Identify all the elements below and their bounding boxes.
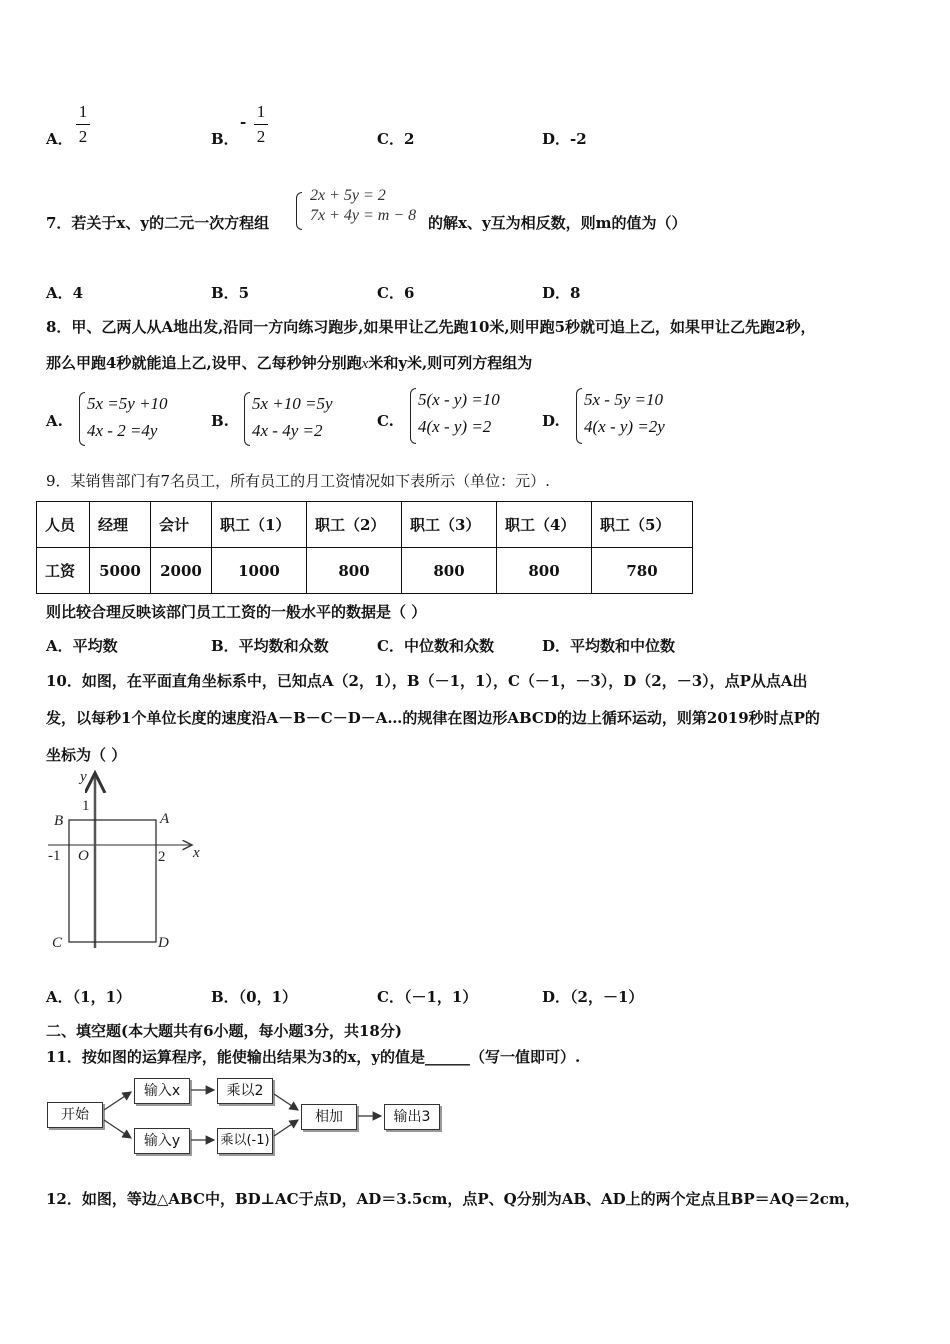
q12-stem: 12．如图，等边△ABC中，BD⊥AC于点D，AD＝3.5cm，点P、Q分别为AB、AD上的两个定点且BP＝AQ＝2cm，: [46, 1190, 860, 1208]
q9-option-b: B．平均数和众数: [211, 637, 329, 655]
flow-start: 开始: [47, 1102, 103, 1128]
q11-stem: 11．按如图的运算程序，能使输出结果为3的x，y的值是______（写一值即可）.: [46, 1048, 581, 1066]
flow-times-neg1: 乘以(-1): [217, 1128, 273, 1154]
numerator: 1: [78, 102, 88, 121]
header-cell: 职工（5）: [592, 502, 693, 548]
q8-c-brace: [410, 388, 416, 444]
x-axis-label: x: [193, 845, 200, 861]
origin-label: O: [78, 848, 89, 864]
q7-equation-system: [310, 186, 416, 226]
q8-line2-a: 那么甲跑4秒就能追上乙,设甲、乙每秒钟分别跑: [46, 354, 362, 372]
flow-input-y: 输入y: [134, 1128, 190, 1154]
arrow-start-to-input-x: [104, 1092, 131, 1110]
q8-option-b-system: [252, 390, 333, 444]
flow-times-2: 乘以2: [217, 1078, 273, 1104]
q9-question: 则比较合理反映该部门员工工资的一般水平的数据是（ ）: [46, 603, 427, 621]
q7-brace: [296, 192, 302, 230]
tick-label-1: 1: [82, 798, 90, 814]
q8-stem-line1: 8．甲、乙两人从A地出发,沿同一方向练习跑步,如果甲让乙先跑10米,则甲跑5秒就可追上乙，如果甲让乙先跑2秒，: [46, 318, 816, 336]
q9-option-c: C．中位数和众数: [377, 637, 494, 655]
q7-option-c: C．6: [377, 284, 415, 302]
point-b-label: B: [54, 813, 64, 829]
header-cell: 职工（2）: [307, 502, 402, 548]
q8-option-c-system: [418, 386, 500, 440]
q8-c-eq1: 5(x - y) =10: [418, 390, 500, 409]
q8-stem-line2: [46, 352, 532, 373]
rectangle-abcd: [69, 820, 156, 942]
tick-label-neg1: -1: [48, 848, 61, 864]
q10-option-d: D．（2，－1）: [542, 988, 644, 1006]
denominator: 2: [78, 127, 88, 146]
q8-c-eq2: 4(x - y) =2: [418, 417, 492, 436]
point-c-label: C: [52, 935, 63, 951]
q9-stem: 9．某销售部门有7名员工，所有员工的月工资情况如下表所示（单位：元）.: [46, 472, 550, 490]
q6-option-b-fraction: [254, 102, 268, 147]
row-cell: 800: [497, 548, 592, 594]
q8-a-eq1: 5x =5y +10: [87, 394, 168, 413]
q8-line2-b: 米和y米,则可列方程组为: [368, 354, 533, 372]
table-header-row: [37, 502, 693, 548]
q9-option-a: A．平均数: [46, 637, 118, 655]
flow-input-x: 输入x: [134, 1078, 190, 1104]
q7-eq1: 2x + 5y = 2: [310, 187, 386, 204]
q7-stem-prefix: 7．若关于x、y的二元一次方程组: [46, 214, 270, 232]
denominator: 2: [256, 127, 266, 146]
q8-a-eq2: 4x - 2 =4y: [87, 421, 158, 440]
q7-stem-suffix: 的解x、y互为相反数，则m的值为（）: [428, 214, 687, 232]
section-2-heading: 二、填空题(本大题共有6小题，每小题3分，共18分): [46, 1022, 402, 1040]
row-cell: 5000: [90, 548, 151, 594]
q7-option-b: B．5: [211, 284, 250, 302]
q8-b-eq2: 4x - 4y =2: [252, 421, 323, 440]
q8-option-a-label: A.: [46, 412, 63, 430]
q10-option-a: A．（1，1）: [46, 988, 132, 1006]
q9-option-d: D．平均数和中位数: [542, 637, 676, 655]
table-row: [37, 548, 693, 594]
y-axis-label: y: [80, 769, 87, 785]
flow-add: 相加: [301, 1104, 357, 1130]
row-cell: 800: [307, 548, 402, 594]
arrow-times2-to-add: [274, 1094, 298, 1110]
q8-d-eq1: 5x - 5y =10: [584, 390, 663, 409]
header-cell: 经理: [90, 502, 151, 548]
row-cell: 工资: [37, 548, 90, 594]
row-cell: 780: [592, 548, 693, 594]
row-cell: 2000: [151, 548, 212, 594]
q8-option-a-system: [87, 390, 168, 444]
q8-b-brace: [244, 392, 250, 446]
q10-stem-line1: 10．如图，在平面直角坐标系中，已知点A（2，1），B（－1，1），C（－1，－3），D（2，－3），点P从点A出: [46, 672, 808, 690]
header-cell: 人员: [37, 502, 90, 548]
arrow-start-to-input-y: [104, 1120, 131, 1138]
header-cell: 会计: [151, 502, 212, 548]
q10-coordinate-graph: [40, 765, 210, 955]
q8-b-eq1: 5x +10 =5y: [252, 394, 333, 413]
q8-var-x: x: [361, 356, 369, 372]
q10-option-b: B．（0，1）: [211, 988, 298, 1006]
q8-d-eq2: 4(x - y) =2y: [584, 417, 665, 436]
q8-option-c-label: C.: [377, 412, 394, 430]
q10-option-c: C．（－1，1）: [377, 988, 478, 1006]
flowchart-arrows: [0, 1070, 450, 1160]
q8-d-brace: [576, 388, 582, 444]
salary-table: [36, 501, 693, 594]
q6-option-a-fraction: [76, 102, 90, 147]
q6-option-a-label: A．: [46, 130, 73, 148]
q6-option-b-label: B．: [211, 130, 239, 148]
point-a-label: A: [160, 811, 170, 827]
row-cell: 1000: [212, 548, 307, 594]
q7-option-d: D．8: [542, 284, 581, 302]
q6-option-d: D．-2: [542, 130, 587, 148]
header-cell: 职工（3）: [402, 502, 497, 548]
q8-a-brace: [79, 392, 85, 446]
q7-eq2: 7x + 4y = m − 8: [310, 207, 417, 224]
q10-stem-line2: 发，以每秒1个单位长度的速度沿A－B－C－D－A…的规律在图边形ABCD的边上循环运动，则第2019秒时点P的: [46, 709, 820, 727]
q7-option-a: A．4: [46, 284, 84, 302]
point-d-label: D: [158, 935, 169, 951]
numerator: 1: [256, 102, 266, 121]
q8-option-d-system: [584, 386, 665, 440]
q6-option-b-sign: -: [240, 113, 247, 131]
q6-option-c: C．2: [377, 130, 415, 148]
header-cell: 职工（4）: [497, 502, 592, 548]
row-cell: 800: [402, 548, 497, 594]
arrow-timesneg1-to-add: [274, 1120, 298, 1136]
flow-output: 输出3: [384, 1104, 440, 1130]
header-cell: 职工（1）: [212, 502, 307, 548]
q8-option-b-label: B.: [211, 412, 229, 430]
q8-option-d-label: D.: [542, 412, 560, 430]
q10-stem-line3: 坐标为（ ）: [46, 746, 127, 764]
tick-label-2: 2: [158, 849, 166, 865]
